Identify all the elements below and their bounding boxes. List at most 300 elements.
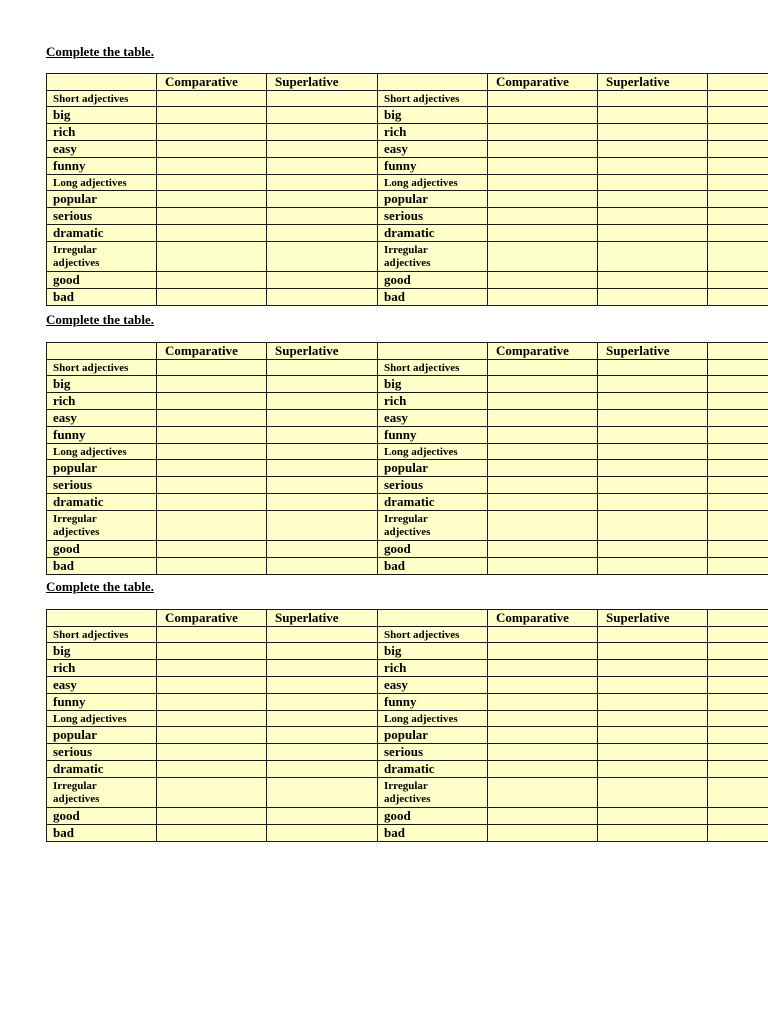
answer-cell[interactable]	[267, 808, 378, 825]
answer-cell[interactable]	[157, 744, 267, 761]
answer-cell[interactable]	[267, 694, 378, 711]
answer-cell[interactable]	[598, 744, 708, 761]
answer-cell[interactable]	[488, 761, 598, 778]
answer-cell[interactable]	[488, 643, 598, 660]
word-label: easy	[47, 410, 157, 427]
adjectives-table	[46, 342, 768, 575]
answer-cell[interactable]	[708, 727, 768, 744]
category-label: Short adjectives	[47, 627, 157, 643]
word-label: serious	[378, 477, 488, 494]
word-label: good	[378, 808, 488, 825]
header-superlative: Superlative	[598, 343, 708, 360]
word-label: popular	[378, 727, 488, 744]
answer-cell[interactable]	[598, 825, 708, 842]
answer-cell[interactable]	[267, 660, 378, 677]
answer-cell[interactable]	[708, 158, 768, 175]
answer-cell[interactable]	[267, 761, 378, 778]
answer-cell[interactable]	[708, 91, 768, 107]
answer-cell[interactable]	[488, 558, 598, 575]
header-comparative: Comparative	[157, 610, 267, 627]
answer-cell[interactable]	[708, 191, 768, 208]
answer-cell[interactable]	[708, 643, 768, 660]
word-label: big	[378, 376, 488, 393]
answer-cell[interactable]	[598, 477, 708, 494]
answer-cell[interactable]	[267, 175, 378, 191]
table-row	[47, 393, 768, 410]
word-label: rich	[378, 393, 488, 410]
table-row	[47, 410, 768, 427]
header-row	[47, 343, 768, 360]
answer-cell[interactable]	[267, 627, 378, 643]
answer-cell[interactable]	[488, 410, 598, 427]
answer-cell[interactable]	[708, 444, 768, 460]
answer-cell[interactable]	[708, 627, 768, 643]
category-label: Irregular adjectives	[47, 242, 157, 272]
header-blank-cell	[708, 610, 768, 627]
word-label: good	[378, 272, 488, 289]
answer-cell[interactable]	[488, 141, 598, 158]
table-row	[47, 643, 768, 660]
category-row	[47, 444, 768, 460]
answer-cell[interactable]	[267, 427, 378, 444]
answer-cell[interactable]	[488, 107, 598, 124]
word-label: bad	[378, 289, 488, 306]
answer-cell[interactable]	[267, 289, 378, 306]
word-label: popular	[378, 460, 488, 477]
answer-cell[interactable]	[598, 272, 708, 289]
answer-cell[interactable]	[157, 91, 267, 107]
adjectives-table	[46, 609, 768, 842]
category-label: Long adjectives	[47, 444, 157, 460]
answer-cell[interactable]	[157, 727, 267, 744]
header-superlative: Superlative	[598, 74, 708, 91]
answer-cell[interactable]	[157, 158, 267, 175]
word-label: rich	[378, 660, 488, 677]
category-label: Short adjectives	[47, 91, 157, 107]
word-label: funny	[378, 694, 488, 711]
answer-cell[interactable]	[708, 744, 768, 761]
answer-cell[interactable]	[598, 393, 708, 410]
answer-cell[interactable]	[708, 107, 768, 124]
header-blank-cell	[47, 74, 157, 91]
answer-cell[interactable]	[267, 158, 378, 175]
answer-cell[interactable]	[708, 494, 768, 511]
word-label: serious	[378, 744, 488, 761]
header-superlative: Superlative	[267, 343, 378, 360]
answer-cell[interactable]	[488, 677, 598, 694]
answer-cell[interactable]	[157, 410, 267, 427]
category-label: Irregular adjectives	[47, 778, 157, 808]
answer-cell[interactable]	[598, 778, 708, 808]
answer-cell[interactable]	[598, 289, 708, 306]
answer-cell[interactable]	[157, 107, 267, 124]
answer-cell[interactable]	[598, 91, 708, 107]
answer-cell[interactable]	[598, 511, 708, 541]
answer-cell[interactable]	[488, 744, 598, 761]
header-row	[47, 610, 768, 627]
answer-cell[interactable]	[157, 477, 267, 494]
header-blank-cell	[378, 610, 488, 627]
answer-cell[interactable]	[598, 141, 708, 158]
answer-cell[interactable]	[708, 460, 768, 477]
answer-cell[interactable]	[488, 272, 598, 289]
answer-cell[interactable]	[267, 643, 378, 660]
word-label: funny	[378, 158, 488, 175]
category-label: Long adjectives	[378, 175, 488, 191]
answer-cell[interactable]	[488, 427, 598, 444]
answer-cell[interactable]	[267, 444, 378, 460]
table-row	[47, 208, 768, 225]
answer-cell[interactable]	[708, 376, 768, 393]
answer-cell[interactable]	[157, 175, 267, 191]
word-label: bad	[378, 558, 488, 575]
answer-cell[interactable]	[708, 410, 768, 427]
answer-cell[interactable]	[708, 393, 768, 410]
answer-cell[interactable]	[708, 225, 768, 242]
answer-cell[interactable]	[267, 541, 378, 558]
answer-cell[interactable]	[598, 444, 708, 460]
answer-cell[interactable]	[488, 627, 598, 643]
word-label: serious	[47, 744, 157, 761]
word-label: easy	[47, 141, 157, 158]
header-superlative: Superlative	[598, 610, 708, 627]
table-row	[47, 460, 768, 477]
category-label: Irregular adjectives	[47, 511, 157, 541]
answer-cell[interactable]	[488, 825, 598, 842]
answer-cell[interactable]	[488, 477, 598, 494]
answer-cell[interactable]	[157, 694, 267, 711]
answer-cell[interactable]	[708, 711, 768, 727]
answer-cell[interactable]	[488, 444, 598, 460]
answer-cell[interactable]	[488, 460, 598, 477]
answer-cell[interactable]	[708, 761, 768, 778]
word-label: big	[47, 107, 157, 124]
answer-cell[interactable]	[598, 208, 708, 225]
answer-cell[interactable]	[157, 643, 267, 660]
category-label: Long adjectives	[47, 711, 157, 727]
block-title: Complete the table.	[46, 44, 154, 59]
category-row	[47, 511, 768, 541]
answer-cell[interactable]	[708, 272, 768, 289]
answer-cell[interactable]	[488, 376, 598, 393]
answer-cell[interactable]	[157, 511, 267, 541]
answer-cell[interactable]	[488, 158, 598, 175]
word-label: popular	[47, 191, 157, 208]
answer-cell[interactable]	[598, 660, 708, 677]
word-label: bad	[378, 825, 488, 842]
word-label: dramatic	[47, 761, 157, 778]
header-comparative: Comparative	[488, 343, 598, 360]
answer-cell[interactable]	[267, 677, 378, 694]
answer-cell[interactable]	[157, 761, 267, 778]
header-blank-cell	[47, 610, 157, 627]
answer-cell[interactable]	[708, 660, 768, 677]
header-blank-cell	[378, 74, 488, 91]
header-superlative: Superlative	[267, 74, 378, 91]
category-label: Long adjectives	[378, 444, 488, 460]
category-row	[47, 91, 768, 107]
answer-cell[interactable]	[157, 541, 267, 558]
table-row	[47, 677, 768, 694]
answer-cell[interactable]	[708, 208, 768, 225]
answer-cell[interactable]	[267, 711, 378, 727]
answer-cell[interactable]	[157, 558, 267, 575]
answer-cell[interactable]	[267, 376, 378, 393]
answer-cell[interactable]	[598, 376, 708, 393]
answer-cell[interactable]	[708, 778, 768, 808]
answer-cell[interactable]	[157, 376, 267, 393]
answer-cell[interactable]	[157, 225, 267, 242]
table-row	[47, 727, 768, 744]
answer-cell[interactable]	[488, 727, 598, 744]
answer-cell[interactable]	[267, 225, 378, 242]
table-row	[47, 141, 768, 158]
answer-cell[interactable]	[598, 124, 708, 141]
worksheet-block-1	[46, 44, 768, 304]
answer-cell[interactable]	[157, 444, 267, 460]
table-row	[47, 124, 768, 141]
table-row	[47, 541, 768, 558]
answer-cell[interactable]	[598, 694, 708, 711]
answer-cell[interactable]	[157, 393, 267, 410]
answer-cell[interactable]	[267, 107, 378, 124]
answer-cell[interactable]	[157, 808, 267, 825]
answer-cell[interactable]	[267, 208, 378, 225]
answer-cell[interactable]	[598, 677, 708, 694]
adjectives-table	[46, 73, 768, 306]
answer-cell[interactable]	[598, 360, 708, 376]
header-comparative: Comparative	[157, 343, 267, 360]
answer-cell[interactable]	[157, 660, 267, 677]
answer-cell[interactable]	[157, 494, 267, 511]
answer-cell[interactable]	[267, 558, 378, 575]
table-row	[47, 694, 768, 711]
worksheet-block-2	[46, 312, 768, 573]
answer-cell[interactable]	[157, 360, 267, 376]
answer-cell[interactable]	[157, 208, 267, 225]
answer-cell[interactable]	[157, 825, 267, 842]
answer-cell[interactable]	[488, 124, 598, 141]
word-label: good	[378, 541, 488, 558]
category-row	[47, 242, 768, 272]
answer-cell[interactable]	[708, 694, 768, 711]
answer-cell[interactable]	[267, 825, 378, 842]
answer-cell[interactable]	[267, 494, 378, 511]
word-label: funny	[47, 694, 157, 711]
answer-cell[interactable]	[488, 541, 598, 558]
answer-cell[interactable]	[598, 727, 708, 744]
table-row	[47, 558, 768, 575]
header-blank-cell	[708, 74, 768, 91]
answer-cell[interactable]	[708, 360, 768, 376]
answer-cell[interactable]	[598, 427, 708, 444]
category-label: Irregular adjectives	[378, 778, 488, 808]
word-label: dramatic	[47, 225, 157, 242]
answer-cell[interactable]	[598, 808, 708, 825]
answer-cell[interactable]	[267, 410, 378, 427]
word-label: big	[47, 643, 157, 660]
answer-cell[interactable]	[598, 558, 708, 575]
word-label: good	[47, 272, 157, 289]
answer-cell[interactable]	[708, 242, 768, 272]
answer-cell[interactable]	[488, 175, 598, 191]
answer-cell[interactable]	[488, 778, 598, 808]
table-row	[47, 761, 768, 778]
answer-cell[interactable]	[488, 242, 598, 272]
word-label: dramatic	[378, 494, 488, 511]
answer-cell[interactable]	[267, 91, 378, 107]
answer-cell[interactable]	[157, 191, 267, 208]
word-label: funny	[378, 427, 488, 444]
answer-cell[interactable]	[708, 477, 768, 494]
answer-cell[interactable]	[598, 410, 708, 427]
table-row	[47, 225, 768, 242]
answer-cell[interactable]	[708, 558, 768, 575]
word-label: bad	[47, 825, 157, 842]
answer-cell[interactable]	[157, 460, 267, 477]
word-label: rich	[47, 124, 157, 141]
answer-cell[interactable]	[267, 393, 378, 410]
category-label: Irregular adjectives	[378, 242, 488, 272]
answer-cell[interactable]	[708, 511, 768, 541]
answer-cell[interactable]	[157, 427, 267, 444]
answer-cell[interactable]	[157, 242, 267, 272]
answer-cell[interactable]	[598, 643, 708, 660]
answer-cell[interactable]	[267, 727, 378, 744]
category-label: Long adjectives	[378, 711, 488, 727]
table-row	[47, 744, 768, 761]
word-label: serious	[378, 208, 488, 225]
answer-cell[interactable]	[488, 711, 598, 727]
answer-cell[interactable]	[157, 124, 267, 141]
answer-cell[interactable]	[598, 494, 708, 511]
answer-cell[interactable]	[488, 511, 598, 541]
table-row	[47, 477, 768, 494]
answer-cell[interactable]	[157, 627, 267, 643]
answer-cell[interactable]	[157, 778, 267, 808]
answer-cell[interactable]	[157, 677, 267, 694]
answer-cell[interactable]	[598, 191, 708, 208]
header-row	[47, 74, 768, 91]
header-blank-cell	[708, 343, 768, 360]
answer-cell[interactable]	[708, 175, 768, 191]
header-blank-cell	[378, 343, 488, 360]
answer-cell[interactable]	[157, 289, 267, 306]
word-label: rich	[47, 660, 157, 677]
table-row	[47, 808, 768, 825]
answer-cell[interactable]	[488, 289, 598, 306]
answer-cell[interactable]	[598, 761, 708, 778]
answer-cell[interactable]	[708, 141, 768, 158]
word-label: dramatic	[47, 494, 157, 511]
answer-cell[interactable]	[157, 272, 267, 289]
category-row	[47, 627, 768, 643]
answer-cell[interactable]	[488, 660, 598, 677]
answer-cell[interactable]	[488, 494, 598, 511]
answer-cell[interactable]	[598, 175, 708, 191]
answer-cell[interactable]	[488, 225, 598, 242]
word-label: rich	[47, 393, 157, 410]
answer-cell[interactable]	[267, 778, 378, 808]
answer-cell[interactable]	[267, 460, 378, 477]
answer-cell[interactable]	[598, 225, 708, 242]
word-label: rich	[378, 124, 488, 141]
worksheet-block-3	[46, 579, 768, 840]
table-row	[47, 376, 768, 393]
category-row	[47, 360, 768, 376]
answer-cell[interactable]	[157, 711, 267, 727]
answer-cell[interactable]	[708, 808, 768, 825]
word-label: bad	[47, 289, 157, 306]
answer-cell[interactable]	[267, 477, 378, 494]
word-label: easy	[378, 677, 488, 694]
answer-cell[interactable]	[708, 677, 768, 694]
answer-cell[interactable]	[488, 393, 598, 410]
block-title: Complete the table.	[46, 312, 154, 327]
answer-cell[interactable]	[598, 158, 708, 175]
answer-cell[interactable]	[267, 511, 378, 541]
answer-cell[interactable]	[267, 191, 378, 208]
category-label: Short adjectives	[378, 627, 488, 643]
answer-cell[interactable]	[598, 107, 708, 124]
answer-cell[interactable]	[267, 272, 378, 289]
answer-cell[interactable]	[267, 141, 378, 158]
header-superlative: Superlative	[267, 610, 378, 627]
category-label: Short adjectives	[47, 360, 157, 376]
answer-cell[interactable]	[598, 242, 708, 272]
answer-cell[interactable]	[708, 124, 768, 141]
table-row	[47, 660, 768, 677]
answer-cell[interactable]	[488, 360, 598, 376]
answer-cell[interactable]	[267, 242, 378, 272]
word-label: serious	[47, 208, 157, 225]
answer-cell[interactable]	[598, 627, 708, 643]
answer-cell[interactable]	[488, 208, 598, 225]
header-comparative: Comparative	[157, 74, 267, 91]
answer-cell[interactable]	[598, 460, 708, 477]
answer-cell[interactable]	[267, 744, 378, 761]
answer-cell[interactable]	[708, 289, 768, 306]
word-label: serious	[47, 477, 157, 494]
answer-cell[interactable]	[708, 427, 768, 444]
word-label: good	[47, 541, 157, 558]
answer-cell[interactable]	[157, 141, 267, 158]
answer-cell[interactable]	[598, 711, 708, 727]
word-label: funny	[47, 158, 157, 175]
table-row	[47, 107, 768, 124]
table-row	[47, 272, 768, 289]
answer-cell[interactable]	[488, 91, 598, 107]
answer-cell[interactable]	[708, 825, 768, 842]
header-blank-cell	[47, 343, 157, 360]
table-row	[47, 158, 768, 175]
answer-cell[interactable]	[488, 191, 598, 208]
word-label: good	[47, 808, 157, 825]
answer-cell[interactable]	[267, 360, 378, 376]
answer-cell[interactable]	[708, 541, 768, 558]
answer-cell[interactable]	[598, 541, 708, 558]
word-label: easy	[378, 141, 488, 158]
answer-cell[interactable]	[267, 124, 378, 141]
answer-cell[interactable]	[488, 694, 598, 711]
answer-cell[interactable]	[488, 808, 598, 825]
category-label: Long adjectives	[47, 175, 157, 191]
word-label: popular	[47, 460, 157, 477]
header-comparative: Comparative	[488, 74, 598, 91]
table-row	[47, 825, 768, 842]
table-row	[47, 191, 768, 208]
category-row	[47, 778, 768, 808]
